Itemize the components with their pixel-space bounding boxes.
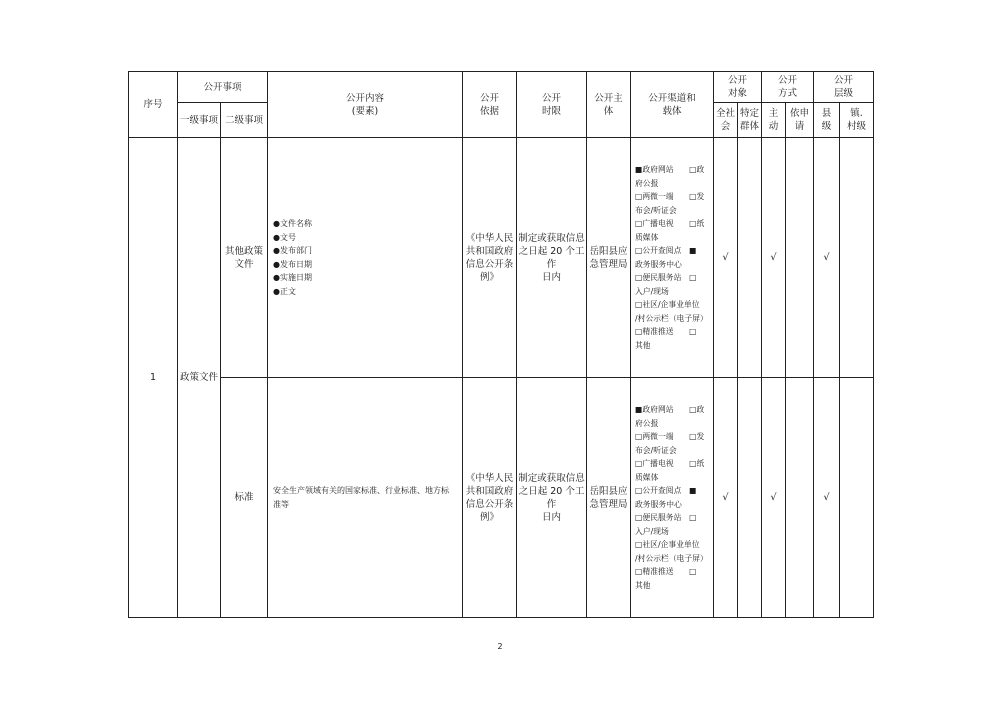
page-number: 2 (497, 642, 503, 651)
header-channel: 公开渠道和 载体 (631, 72, 714, 138)
header-level2: 二级事项 (221, 103, 268, 138)
row-subject: 岳阳县应 急管理局 (587, 378, 631, 618)
row-seq: 1 (129, 138, 178, 618)
disclosure-table (128, 71, 874, 618)
header-target-all: 全社 会 (714, 103, 738, 138)
check-level-county: √ (814, 138, 840, 378)
row-channels: ■政府网站 □政 府公报 □两微一端 □发 布会/听证会 □广播电视 □纸 质媒体 □公开查阅点 ■ 政务服务中心 □便民服务站 □ 入户/现场 □社区/企事业单位 /村公示栏（电子屏） □精准推送 □ 其他 (631, 378, 714, 618)
check-target-specific (738, 378, 762, 618)
list-item: ●发布日期 (273, 259, 312, 269)
table-row (129, 378, 874, 618)
header-seq: 序号 (129, 72, 178, 138)
row-time: 制定或获取信息 之日起 20 个工作 日内 (517, 378, 587, 618)
check-level-town (840, 138, 874, 378)
list-item: ●文号 (273, 232, 296, 242)
table-row (129, 138, 874, 378)
check-method-active: √ (762, 378, 786, 618)
check-target-specific (738, 138, 762, 378)
header-level: 公开 层级 (814, 72, 874, 103)
header-content: 公开内容 (要素) (268, 72, 463, 138)
row-subject: 岳阳县应 急管理局 (587, 138, 631, 378)
header-level-town: 镇. 村级 (840, 103, 874, 138)
header-time: 公开 时限 (517, 72, 587, 138)
check-method-request (786, 378, 814, 618)
row-time: 制定或获取信息 之日起 20 个工作 日内 (517, 138, 587, 378)
check-target-all: √ (714, 378, 738, 618)
row-basis: 《中华人民 共和国政府 信息公开条 例》 (463, 138, 517, 378)
row-level1: 政策文件 (178, 138, 221, 618)
row-content (268, 138, 463, 378)
list-item: ●正文 (273, 286, 296, 296)
list-item: ●文件名称 (273, 219, 312, 228)
header-method-active: 主 动 (762, 103, 786, 138)
row-basis: 《中华人民 共和国政府 信息公开条 例》 (463, 378, 517, 618)
header-target: 公开 对象 (714, 72, 762, 103)
check-method-active: √ (762, 138, 786, 378)
check-method-request (786, 138, 814, 378)
check-level-county: √ (814, 378, 840, 618)
row-content: 安全生产领域有关的国家标准、行业标准、地方标 准等 (268, 378, 463, 618)
header-target-specific: 特定 群体 (738, 103, 762, 138)
header-basis: 公开 依据 (463, 72, 517, 138)
row-level2: 其他政策 文件 (221, 138, 268, 378)
list-item: ●实施日期 (273, 273, 312, 282)
header-item: 公开事项 (178, 72, 268, 103)
header-method: 公开 方式 (762, 72, 814, 103)
check-level-town (840, 378, 874, 618)
check-target-all: √ (714, 138, 738, 378)
header-subject: 公开主 体 (587, 72, 631, 138)
header-method-request: 依申 请 (786, 103, 814, 138)
row-channels: ■政府网站 □政 府公报 □两微一端 □发 布会/听证会 □广播电视 □纸 质媒体 □公开查阅点 ■ 政务服务中心 □便民服务站 □ 入户/现场 □社区/企事业单位 /村公示栏（电子屏） □精准推送 □ 其他 (631, 138, 714, 378)
header-level-county: 县 级 (814, 103, 840, 138)
header-level1: 一级事项 (178, 103, 221, 138)
list-item: ●发布部门 (273, 246, 312, 255)
row-level2: 标准 (221, 378, 268, 618)
